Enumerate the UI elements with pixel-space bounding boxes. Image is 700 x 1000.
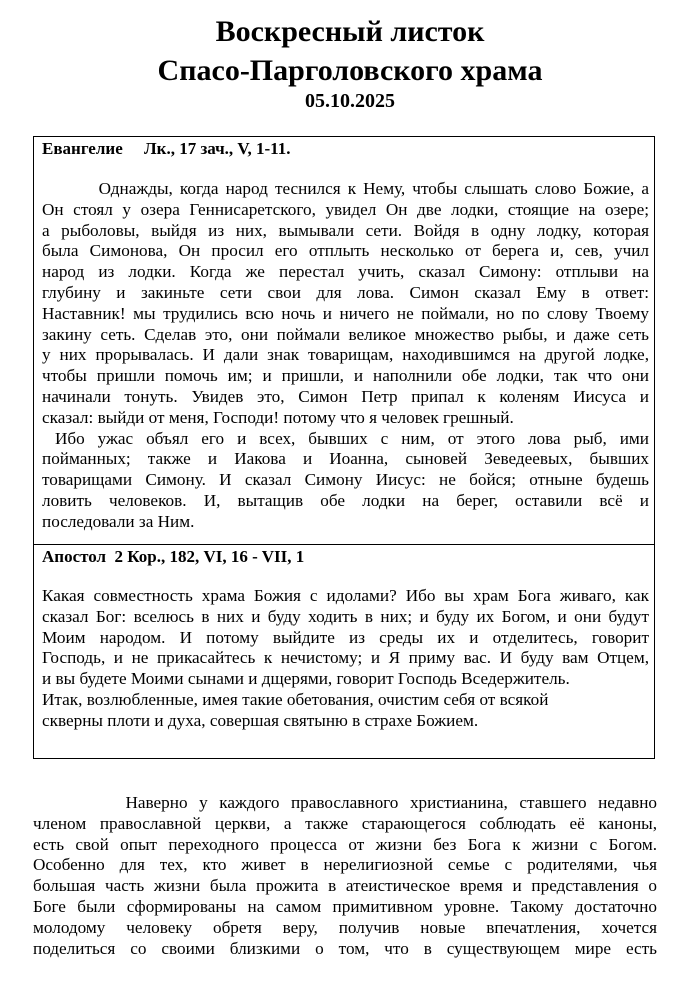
gospel-line: у них прорывалась. И дали знак товарищам, находившимся на другой лодке, bbox=[42, 345, 649, 365]
gospel-line: а рыболовы, выйдя из них, вымывали сети. Войдя в одну лодку, которая bbox=[42, 220, 649, 240]
article-line: поделиться со своими близкими о том, что в существующем мире есть bbox=[33, 938, 657, 958]
article-text bbox=[33, 793, 657, 959]
gospel-line: народ из лодки. Когда же перестал учить, сказал Симону: отплыви на bbox=[42, 262, 649, 282]
gospel-line: Наставник! мы трудились всю ночь и ничего не поймали, но по слову Твоему bbox=[42, 303, 649, 323]
apostle-line: Какая совместность храма Божия с идолами? Ибо вы храм Бога живаго, как bbox=[42, 586, 649, 605]
apostle-line: сказал Бог: вселюсь в них и буду ходить в них; и буду их Богом, и они будут bbox=[42, 606, 649, 626]
gospel-line: Он стоял у озера Геннисаретского, увидел Он две лодки, стоящие на озере; bbox=[42, 199, 649, 219]
gospel-heading: Евангелие Лк., 17 зач., V, 1-11. bbox=[42, 139, 291, 158]
readings-frame bbox=[33, 136, 655, 759]
article-line: большая часть жизни была прожита в атеистическое время и представления о bbox=[33, 876, 657, 896]
gospel-line: глубину и закиньте сети свои для лова. Симон сказал Ему в ответ: bbox=[42, 282, 649, 302]
apostle-line: и вы будете Моими сынами и дщерями, говорит Господь Вседержитель. bbox=[42, 669, 570, 689]
apostle-line: Господь, и не прикасайтесь к нечистому; и Я приму вас. И буду вам Отцем, bbox=[42, 648, 649, 668]
leaflet-date: 05.10.2025 bbox=[305, 90, 395, 112]
gospel-line: последовали за Ним. bbox=[42, 511, 195, 531]
apostle-heading: Апостол 2 Кор., 182, VI, 16 - VII, 1 bbox=[42, 547, 305, 566]
section-divider bbox=[34, 544, 654, 545]
gospel-line: начинали тонуть. Увидев это, Симон Петр припал к коленям Иисуса и bbox=[42, 386, 649, 406]
gospel-line: Ибо ужас объял его и всех, бывших с ним, от этого лова рыб, ими bbox=[42, 428, 649, 448]
article-line: молодому человеку обретя веру, получив новые впечатления, хочется bbox=[33, 917, 657, 937]
article-line: есть свой опыт переходного процесса от жизни без Бога к жизни с Богом. bbox=[33, 834, 657, 854]
apostle-text bbox=[42, 586, 649, 732]
gospel-line: сказал: выйди от меня, Господи! потому что я человек грешный. bbox=[42, 407, 514, 427]
gospel-line: закину сеть. Сделав это, они поймали великое множество рыбы, и даже сеть bbox=[42, 324, 649, 344]
apostle-line: Итак, возлюбленные, имея такие обетования, очистим себя от всякой bbox=[42, 689, 549, 709]
article-line: Особенно для тех, кто живет в нерелигиозной семье с родителями, чья bbox=[33, 855, 657, 875]
church-name: Спасо-Парголовского храма bbox=[157, 54, 543, 87]
gospel-line: пойманных; также и Иакова и Иоанна, сыновей Зеведеевых, бывших bbox=[42, 449, 649, 469]
gospel-line: была Симонова, Он просил его отплыть несколько от берега и, сев, учил bbox=[42, 241, 649, 261]
gospel-line: товарищами Симону. И сказал Симону Иисус: не бойся; отныне будешь bbox=[42, 470, 649, 490]
gospel-line: Однажды, когда народ теснился к Нему, чтобы слышать слово Божие, а bbox=[42, 179, 649, 198]
leaflet-title: Воскресный листок bbox=[215, 15, 485, 48]
article-line: Боге были сформированы на самом примитивном уровне. Такому достаточно bbox=[33, 896, 657, 916]
gospel-line: чтобы пришли помочь им; и пришли, и наполнили обе лодки, так что они bbox=[42, 366, 649, 386]
gospel-line: ловить человеков. И, вытащив обе лодки на берег, оставили всё и bbox=[42, 490, 649, 510]
apostle-line: скверны плоти и духа, совершая святыню в страхе Божием. bbox=[42, 710, 479, 730]
apostle-line: Моим народом. И потому выйдите из среды их и отделитесь, говорит bbox=[42, 627, 649, 647]
article-line: Наверно у каждого православного христианина, ставшего недавно bbox=[33, 793, 657, 812]
article-line: членом православной церкви, а также старающегося соблюдать её каноны, bbox=[33, 813, 657, 833]
gospel-text bbox=[42, 179, 649, 533]
